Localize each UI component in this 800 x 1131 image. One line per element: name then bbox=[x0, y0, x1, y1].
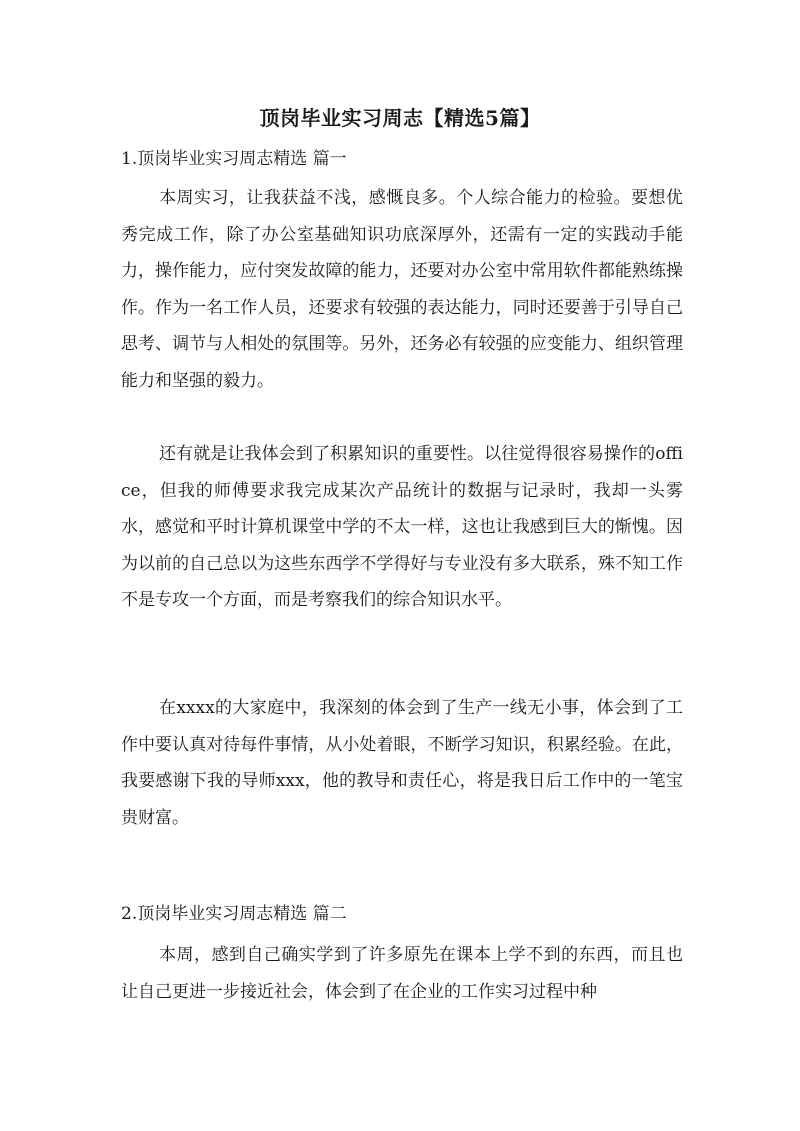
section-2-paragraph-1: 本周，感到自己确实学到了许多原先在课本上学不到的东西，而且也让自己更进一步接近社会，体会到了在企业的工作实习过程中种 bbox=[121, 945, 683, 1002]
section-1-paragraph-2: 还有就是让我体会到了积累知识的重要性。以往觉得很容易操作的office，但我的师傅要求我完成某次产品统计的数据与记录时，我却一头雾水，感觉和平时计算机课堂中学的不太一样，这也让我感到巨大的惭愧。因为以前的自己总以为这些东西学不学得好与专业没有多大联系，殊不知工作不是专攻一个方面，而是考察我们的综合知识水平。 bbox=[121, 444, 683, 610]
section-heading-1: 1.顶岗毕业实习周志精选 篇一 bbox=[121, 149, 347, 169]
section-1-paragraph-1: 本周实习，让我获益不浅，感慨良多。个人综合能力的检验。要想优秀完成工作，除了办公室基础知识功底深厚外，还需有一定的实践动手能力，操作能力，应付突发故障的能力，还要对办公室中常用软件都能熟练操作。作为一名工作人员，还要求有较强的表达能力，同时还要善于引导自己思考、调节与人相处的氛围等。另外，还务必有较强的应变能力、组织管理能力和坚强的毅力。 bbox=[121, 188, 683, 391]
section-heading-2: 2.顶岗毕业实习周志精选 篇二 bbox=[121, 904, 347, 924]
section-1-paragraph-3: 在xxxx的大家庭中，我深刻的体会到了生产一线无小事，体会到了工作中要认真对待每件事情，从小处着眼，不断学习知识，积累经验。在此，我要感谢下我的导师xxx，他的教导和责任心，将是我日后工作中的一笔宝贵财富。 bbox=[121, 698, 683, 828]
document-title: 顶岗毕业实习周志【精选5篇】 bbox=[259, 106, 541, 130]
